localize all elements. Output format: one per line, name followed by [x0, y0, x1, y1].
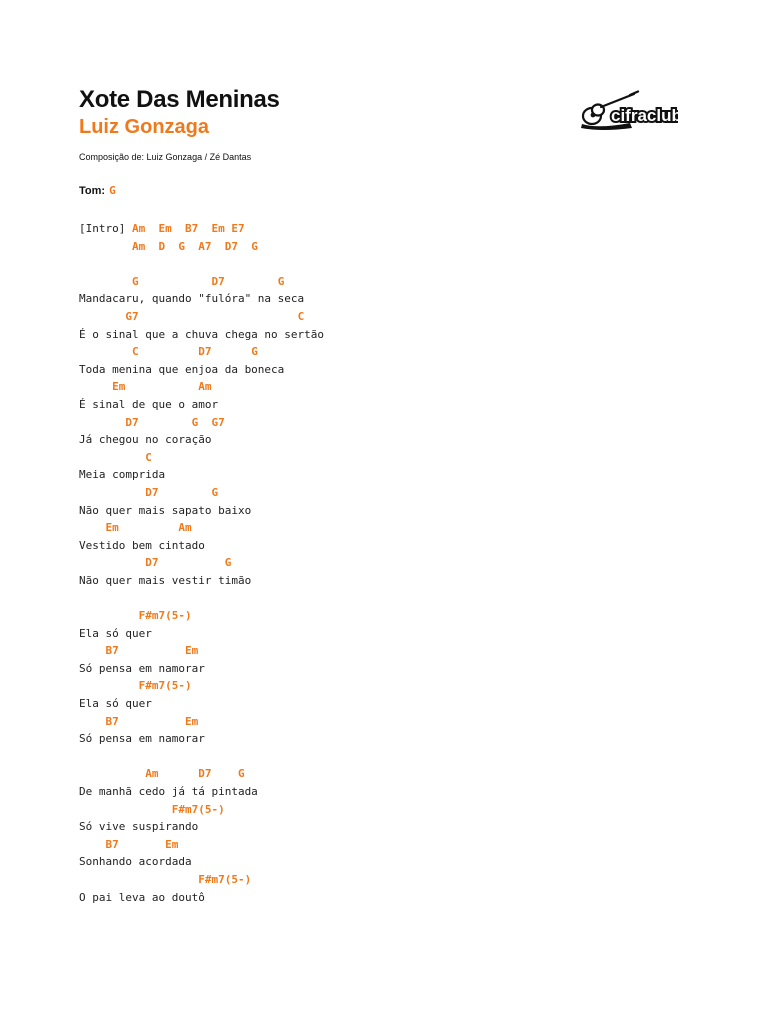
chord[interactable]: F#m7(5-) [171, 802, 225, 816]
chord-line [79, 238, 719, 256]
composition-credit: Composição de: Luiz Gonzaga / Zé Dantas [79, 152, 252, 162]
lyric-text [79, 451, 145, 464]
lyric-text [79, 767, 145, 780]
chord[interactable]: Am [145, 767, 159, 781]
chord[interactable]: C [297, 309, 305, 323]
chord-line [79, 519, 719, 537]
chord-line [79, 449, 719, 467]
chord-line [79, 713, 719, 731]
chord-line [79, 220, 719, 238]
chord[interactable]: B7 [105, 837, 119, 851]
lyric-text [79, 803, 172, 816]
lyric-text [79, 486, 145, 499]
blank-line [79, 255, 719, 273]
blank-line [79, 589, 719, 607]
lyric-text: De manhã cedo já tá pintada [79, 785, 258, 798]
chord[interactable]: D7 [145, 556, 159, 570]
lyric-text [79, 521, 106, 534]
chord[interactable]: G [131, 274, 139, 288]
chord[interactable]: C [131, 345, 139, 359]
lyric-text: Meia comprida [79, 468, 166, 482]
lyric-text: Já chegou no coração [79, 433, 212, 447]
logo-wordmark: cifraclub [611, 106, 678, 125]
chord-sheet [79, 220, 719, 906]
chord[interactable]: Am [178, 521, 192, 535]
lyric-text [79, 715, 106, 728]
blank-line [79, 748, 719, 766]
chord[interactable]: F#m7(5-) [138, 609, 192, 623]
chord[interactable]: G7 [211, 415, 225, 429]
chord[interactable]: G [191, 415, 199, 429]
lyric-text: Não quer mais vestir timão [79, 573, 252, 587]
chord-line [79, 308, 719, 326]
chord[interactable]: B7 [105, 714, 119, 728]
lyric-text [139, 310, 298, 323]
lyric-text: Vestido bem cintado [79, 538, 205, 552]
lyric-text [79, 380, 112, 393]
chord[interactable]: G7 [125, 309, 139, 323]
chord[interactable]: G [224, 556, 232, 570]
chord[interactable]: F#m7(5-) [138, 679, 192, 693]
lyric-line [79, 660, 719, 678]
lyric-line [79, 326, 719, 344]
lyric-text [198, 416, 211, 429]
chord-line [79, 343, 719, 361]
lyric-line [79, 502, 719, 520]
chord[interactable]: Em [184, 644, 199, 658]
lyric-text [158, 486, 211, 499]
chord[interactable]: G [237, 767, 245, 781]
chord[interactable]: F#m7(5-) [198, 872, 252, 886]
chord-line [79, 484, 719, 502]
lyric-text [139, 345, 199, 358]
chord-line [79, 765, 719, 783]
lyric-line [79, 889, 719, 907]
lyric-text [79, 838, 106, 851]
chord[interactable]: Am [198, 380, 212, 394]
lyric-line [79, 572, 719, 590]
chord-line [79, 801, 719, 819]
lyric-text: Toda menina que enjoa da boneca [79, 362, 285, 376]
chord[interactable]: D7 [145, 485, 159, 499]
tone-key[interactable]: G [109, 184, 116, 197]
chord-line [79, 273, 719, 291]
chord[interactable]: D7 [211, 274, 225, 288]
chord[interactable]: Em [112, 380, 126, 394]
chord[interactable]: Em [165, 837, 179, 851]
lyric-line [79, 695, 719, 713]
chord[interactable]: Am D G A7 D7 G [131, 239, 258, 253]
lyric-text [211, 767, 238, 780]
lyric-text: É o sinal que a chuva chega no sertão [79, 327, 325, 341]
lyric-text [79, 275, 132, 288]
lyric-text [139, 416, 192, 429]
lyric-text [79, 556, 145, 569]
lyric-text: É sinal de que o amor [79, 397, 219, 411]
chord-line [79, 414, 719, 432]
lyric-text [211, 345, 251, 358]
lyric-line [79, 783, 719, 801]
lyric-text: [Intro] [79, 222, 132, 235]
lyric-text [79, 310, 125, 323]
lyric-line [79, 625, 719, 643]
lyric-text: Só vive suspirando [79, 820, 199, 834]
lyric-line [79, 818, 719, 836]
chord[interactable]: D7 [198, 345, 212, 359]
lyric-text: Sonhando acordada [79, 855, 192, 869]
lyric-text [119, 715, 185, 728]
lyric-text [158, 556, 224, 569]
chord[interactable]: G [251, 345, 258, 359]
lyric-text [225, 275, 278, 288]
lyric-text: O pai leva ao doutô [79, 890, 205, 904]
chord[interactable]: B7 [105, 644, 119, 658]
song-title: Xote Das Meninas [79, 86, 280, 113]
chord-line [79, 836, 719, 854]
lyric-text [79, 240, 132, 253]
lyric-line [79, 853, 719, 871]
guitar-icon [578, 90, 678, 130]
chord-line [79, 871, 719, 889]
chord[interactable]: Am Em B7 Em E7 [131, 222, 245, 235]
lyric-line [79, 396, 719, 414]
cifraclub-logo[interactable] [578, 90, 678, 130]
lyric-text [79, 345, 132, 358]
lyric-text [158, 767, 198, 780]
lyric-line [79, 537, 719, 555]
chord-line [79, 378, 719, 396]
lyric-text [79, 609, 139, 622]
lyric-text [119, 644, 185, 657]
chord[interactable]: G [211, 485, 219, 499]
lyric-text [79, 679, 139, 692]
chord-line [79, 554, 719, 572]
lyric-text: Ela só quer [79, 697, 152, 711]
lyric-text [125, 380, 198, 393]
lyric-line [79, 290, 719, 308]
tone-line [79, 184, 116, 197]
lyric-text [79, 873, 198, 886]
lyric-line [79, 466, 719, 484]
chord-line [79, 677, 719, 695]
lyric-text [119, 521, 179, 534]
lyric-text: Só pensa em namorar [79, 661, 205, 675]
chord-line [79, 642, 719, 660]
lyric-line [79, 431, 719, 449]
chord[interactable]: Em [184, 714, 199, 728]
chord-line [79, 607, 719, 625]
chord[interactable]: C [145, 450, 152, 464]
lyric-line [79, 361, 719, 379]
chord[interactable]: D7 [198, 767, 212, 781]
lyric-text: Não quer mais sapato baixo [79, 503, 252, 517]
lyric-text: Mandacaru, quando "fulóra" na seca [79, 292, 305, 306]
chord[interactable]: D7 [125, 415, 139, 429]
lyric-text [119, 838, 165, 851]
lyric-text [79, 644, 106, 657]
chord[interactable]: G [277, 274, 285, 288]
lyric-text: Ela só quer [79, 626, 152, 640]
chord[interactable]: Em [105, 521, 119, 535]
lyric-line [79, 730, 719, 748]
lyric-text [79, 416, 125, 429]
artist-name[interactable]: Luiz Gonzaga [79, 116, 209, 138]
tone-label: Tom: [79, 185, 106, 197]
lyric-text [139, 275, 212, 288]
lyric-text: Só pensa em namorar [79, 732, 205, 746]
